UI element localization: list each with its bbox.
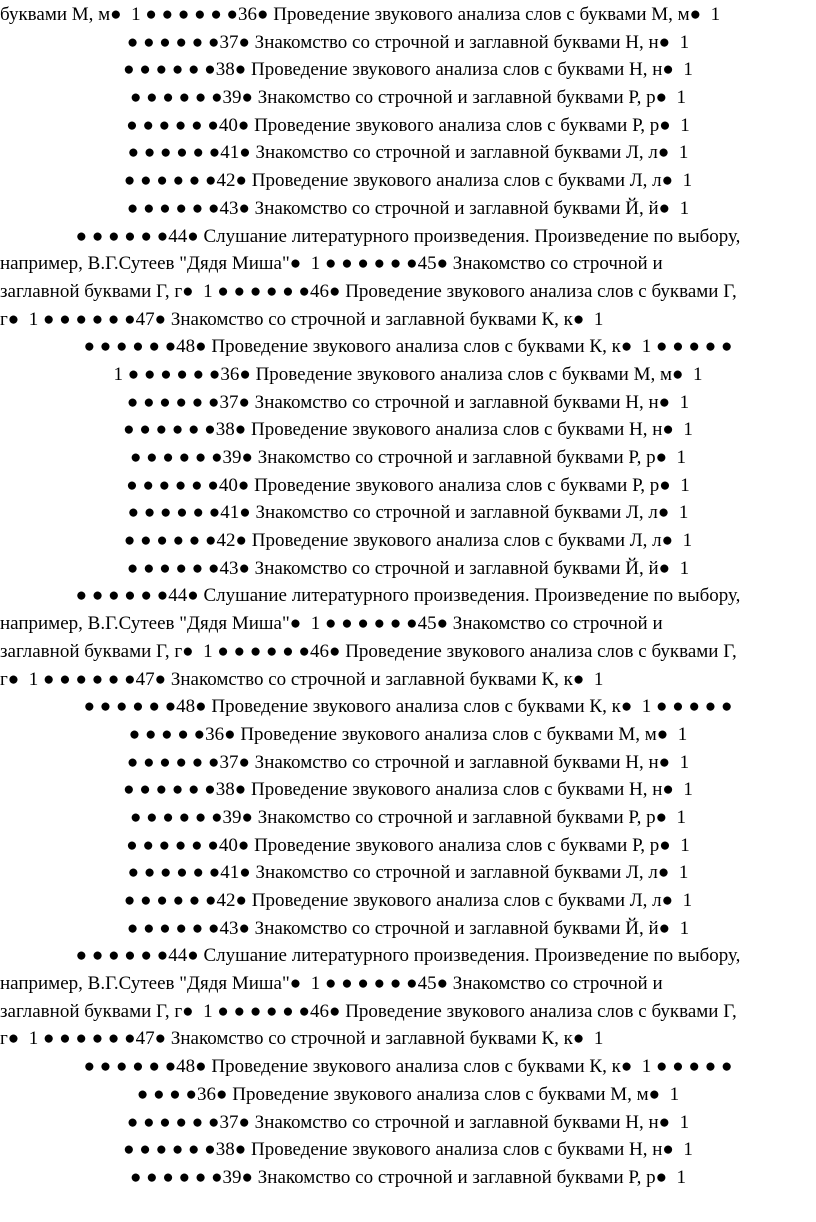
text-line: ● ● ● ● ●36● Проведение звукового анализа слов с буквами М, м● 1 [128, 723, 688, 745]
text-line: ● ● ● ● ● ●41● Знакомство со строчной и заглавной буквами Л, л● 1 [127, 862, 689, 884]
text-line: ● ● ● ● ● ●43● Знакомство со строчной и заглавной буквами Й, й● 1 [126, 197, 690, 219]
text-line: ● ● ● ● ● ●40● Проведение звукового анализа слов с буквами Р, р● 1 [126, 474, 690, 496]
text-line: буквами М, м● 1 ● ● ● ● ● ●36● Проведение звукового анализа слов с буквами М, м● 1 [0, 4, 721, 25]
text-line: ● ● ● ● ● ●38● Проведение звукового анализа слов с буквами Н, н● 1 [123, 779, 693, 801]
text-line: г● 1 ● ● ● ● ● ●47● Знакомство со строчной и заглавной буквами К, к● 1 [0, 1028, 604, 1050]
text-line: ● ● ● ● ● ●48● Проведение звукового анализа слов с буквами К, к● 1 ● ● ● ● ● [83, 1056, 733, 1078]
text-line: ● ● ● ● ● ●48● Проведение звукового анализа слов с буквами К, к● 1 ● ● ● ● ● [83, 336, 733, 358]
text-line: ● ● ● ● ● ●37● Знакомство со строчной и заглавной буквами Н, н● 1 [126, 391, 690, 413]
text-line: ● ● ● ● ● ●44● Слушание литературного произведения. Произведение по выбору, [75, 585, 741, 607]
text-line: например, В.Г.Сутеев "Дядя Миша"● 1 ● ● ● ● ● ●45● Знакомство со строчной и [0, 613, 663, 635]
text-line: ● ● ● ● ● ●43● Знакомство со строчной и заглавной буквами Й, й● 1 [126, 917, 690, 939]
text-line: ● ● ● ● ● ●42● Проведение звукового анализа слов с буквами Л, л● 1 [123, 890, 693, 911]
text-line: ● ● ● ● ● ●43● Знакомство со строчной и заглавной буквами Й, й● 1 [126, 557, 690, 579]
text-line: ● ● ● ● ● ●40● Проведение звукового анализа слов с буквами Р, р● 1 [126, 834, 690, 856]
text-line: ● ● ● ● ● ●37● Знакомство со строчной и заглавной буквами Н, н● 1 [126, 751, 690, 773]
text-line: ● ● ● ● ● ●39● Знакомство со строчной и заглавной буквами Р, р● 1 [129, 87, 687, 109]
text-line: заглавной буквами Г, г● 1 ● ● ● ● ● ●46● Проведение звукового анализа слов с буквами Г, [0, 280, 737, 302]
text-line: ● ● ● ● ● ●41● Знакомство со строчной и заглавной буквами Л, л● 1 [127, 142, 689, 164]
text-line: ● ● ● ● ● ●39● Знакомство со строчной и заглавной буквами Р, р● 1 [129, 1166, 687, 1188]
text-line: 1 ● ● ● ● ● ●36● Проведение звукового анализа слов с буквами М, м● 1 [113, 363, 703, 385]
text-line: ● ● ● ● ● ●38● Проведение звукового анализа слов с буквами Н, н● 1 [123, 1139, 693, 1161]
text-line: ● ● ● ● ● ●39● Знакомство со строчной и заглавной буквами Р, р● 1 [129, 447, 687, 468]
text-line: заглавной буквами Г, г● 1 ● ● ● ● ● ●46● Проведение звукового анализа слов с буквами Г, [0, 640, 737, 662]
text-line: ● ● ● ● ● ●44● Слушание литературного произведения. Произведение по выбору, [75, 945, 741, 967]
text-line: г● 1 ● ● ● ● ● ●47● Знакомство со строчной и заглавной буквами К, к● 1 [0, 668, 604, 690]
text-line: ● ● ● ● ● ●41● Знакомство со строчной и заглавной буквами Л, л● 1 [127, 502, 689, 524]
text-line: например, В.Г.Сутеев "Дядя Миша"● 1 ● ● ● ● ● ●45● Знакомство со строчной и [0, 253, 663, 275]
text-line: ● ● ● ● ● ●42● Проведение звукового анализа слов с буквами Л, л● 1 [123, 170, 693, 192]
text-line: ● ● ● ● ● ●37● Знакомство со строчной и заглавной буквами Н, н● 1 [126, 1111, 690, 1133]
text-line: ● ● ● ● ● ●38● Проведение звукового анализа слов с буквами Н, н● 1 [123, 59, 693, 81]
text-line: ● ● ● ● ● ●44● Слушание литературного произведения. Произведение по выбору, [75, 225, 741, 247]
text-line: ● ● ● ● ● ●40● Проведение звукового анализа слов с буквами Р, р● 1 [126, 114, 690, 136]
text-line: ● ● ● ● ● ●39● Знакомство со строчной и заглавной буквами Р, р● 1 [129, 806, 687, 828]
text-line: ● ● ● ● ● ●48● Проведение звукового анализа слов с буквами К, к● 1 ● ● ● ● ● [83, 696, 733, 718]
text-line: ● ● ● ●36● Проведение звукового анализа слов с буквами М, м● 1 [136, 1083, 680, 1105]
text-line: заглавной буквами Г, г● 1 ● ● ● ● ● ●46● Проведение звукового анализа слов с буквами Г, [0, 1000, 737, 1022]
text-line: ● ● ● ● ● ●38● Проведение звукового анализа слов с буквами Н, н● 1 [123, 419, 693, 441]
text-line: ● ● ● ● ● ●37● Знакомство со строчной и заглавной буквами Н, н● 1 [126, 31, 690, 53]
text-line: г● 1 ● ● ● ● ● ●47● Знакомство со строчной и заглавной буквами К, к● 1 [0, 308, 604, 330]
text-line: например, В.Г.Сутеев "Дядя Миша"● 1 ● ● ● ● ● ●45● Знакомство со строчной и [0, 973, 663, 995]
document-body [0, 1, 816, 1192]
text-line: ● ● ● ● ● ●42● Проведение звукового анализа слов с буквами Л, л● 1 [123, 530, 693, 552]
